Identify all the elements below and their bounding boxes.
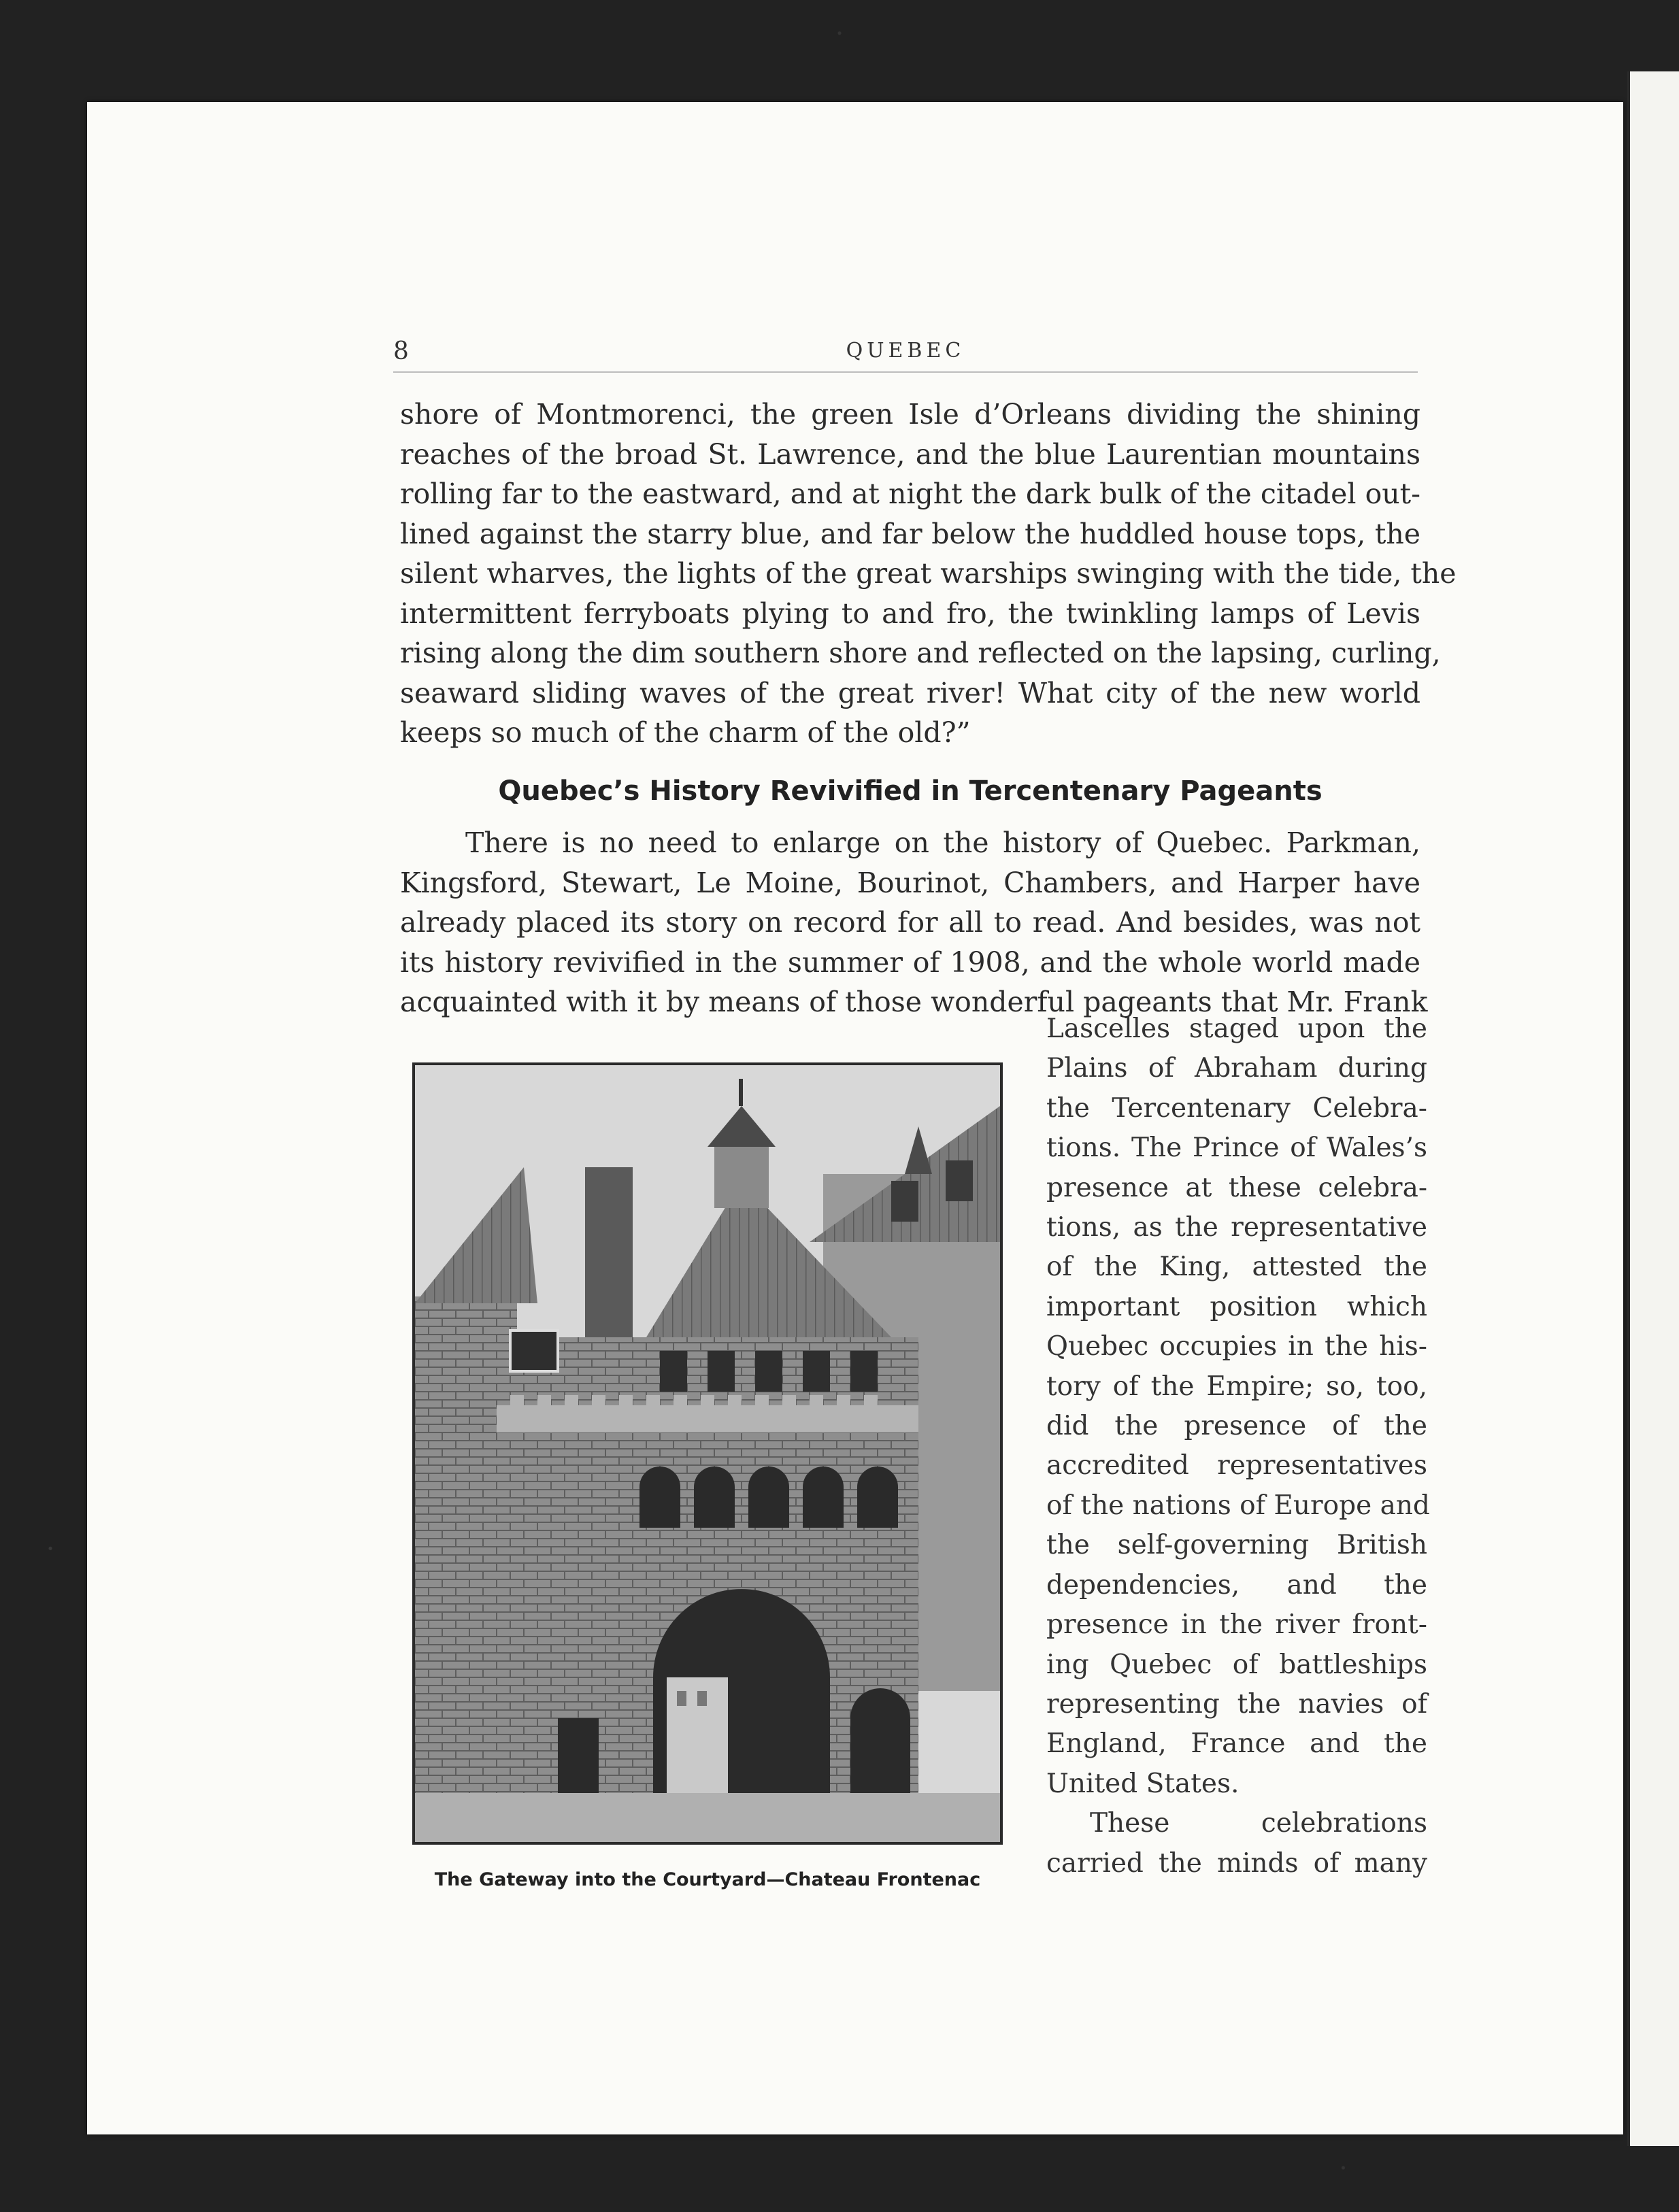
text-line: keeps so much of the charm of the old?”: [400, 716, 971, 749]
text-line: United States.: [1046, 1768, 1240, 1799]
section-heading: Quebec’s History Revivified in Tercentenary Pageants: [498, 775, 1323, 807]
text-line: Lascelles staged upon the: [1046, 1013, 1427, 1044]
text-line: Kingsford, Stewart, Le Moine, Bourinot, Chambers, and Harper have: [400, 866, 1420, 899]
text-line: shore of Montmorenci, the green Isle d’Orleans dividing the shining: [400, 398, 1420, 431]
text-line: its history revivified in the summer of 1908, and the whole world made: [400, 945, 1420, 979]
text-line: reaches of the broad St. Lawrence, and the blue Laurentian mountains: [400, 437, 1420, 471]
text-line: silent wharves, the lights of the great warships swinging with the tide, the: [400, 557, 1457, 590]
text-line: of the nations of Europe and: [1046, 1490, 1430, 1521]
text-line: seaward sliding waves of the great river! What city of the new world: [400, 676, 1420, 709]
next-page-edge: [1627, 71, 1679, 2146]
running-head: [393, 333, 1418, 373]
text-line: the self-governing British: [1046, 1530, 1427, 1561]
text-line: There is no need to enlarge on the history of Quebec. Parkman,: [465, 826, 1420, 859]
text-line: already placed its story on record for all to read. And besides, was not: [400, 906, 1420, 939]
gateway-photograph: [412, 1062, 1003, 1845]
text-line: representing the navies of: [1046, 1688, 1427, 1720]
chateau-gateway-illustration: [415, 1065, 1000, 1842]
text-line: accredited representatives: [1046, 1450, 1427, 1481]
text-line: rolling far to the eastward, and at night the dark bulk of the citadel out-: [400, 477, 1420, 510]
text-line: England, France and the: [1046, 1728, 1427, 1760]
text-line: carried the minds of many: [1046, 1847, 1427, 1879]
text-line: rising along the dim southern shore and reflected on the lapsing, curling,: [400, 637, 1441, 669]
text-line: did the presence of the: [1046, 1411, 1427, 1442]
text-line: tions. The Prince of Wales’s: [1046, 1133, 1427, 1164]
paragraph-1: [400, 395, 1457, 753]
paragraph-2: [400, 823, 1428, 1022]
text-line: Quebec occupies in the his-: [1046, 1331, 1427, 1362]
text-line: presence at these celebra-: [1046, 1172, 1427, 1203]
text-line: acquainted with it by means of those wonderful pageants that Mr. Frank: [400, 986, 1428, 1018]
text-line: These celebrations: [1090, 1808, 1427, 1839]
text-line: tions, as the representative: [1046, 1212, 1427, 1243]
text-line: presence in the river front-: [1046, 1609, 1427, 1641]
text-line: of the King, attested the: [1046, 1252, 1427, 1283]
text-line: lined against the starry blue, and far below the huddled house tops, the: [400, 517, 1420, 550]
text-line: the Tercentenary Celebra-: [1046, 1092, 1427, 1124]
page-number: 8: [393, 337, 409, 365]
text-line: ing Quebec of battleships: [1046, 1649, 1427, 1680]
text-line: Plains of Abraham during: [1046, 1053, 1427, 1084]
text-line: intermittent ferryboats plying to and fro, the twinkling lamps of Levis: [400, 597, 1420, 630]
wrapped-column-text: [1046, 1009, 1430, 1883]
photo-caption: The Gateway into the Courtyard—Chateau Frontenac: [434, 1869, 981, 1890]
text-line: dependencies, and the: [1046, 1569, 1427, 1601]
running-title: QUEBEC: [846, 339, 965, 363]
text-line: important position which: [1046, 1291, 1427, 1322]
text-line: tory of the Empire; so, too,: [1046, 1371, 1427, 1402]
